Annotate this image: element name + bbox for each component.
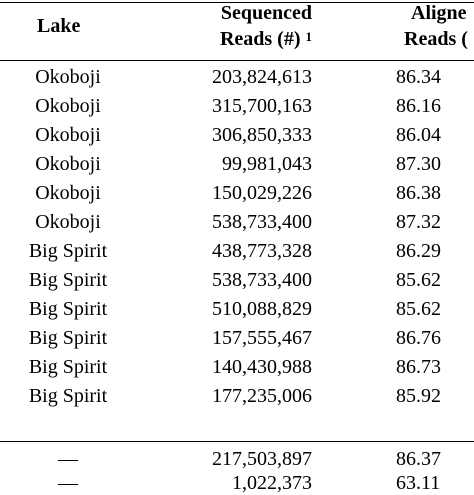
header-sequenced-line2 [220, 26, 312, 52]
table-row [0, 94, 474, 118]
cell-sequenced-reads: 315,700,163 [212, 95, 312, 117]
table-row [0, 239, 474, 263]
cell-aligned-reads: 86.34 [396, 66, 441, 88]
summary-cell-lake: — [58, 472, 78, 494]
cell-aligned-reads: 86.76 [396, 327, 441, 349]
header-sequenced-line1: Sequenced [220, 2, 312, 24]
cell-aligned-reads: 85.62 [396, 298, 441, 320]
summary-rule [0, 441, 474, 442]
cell-lake: Okoboji [35, 124, 101, 146]
header-aligned-line1: Aligne [411, 2, 467, 24]
header-sequenced-reads [220, 0, 312, 52]
cell-aligned-reads: 86.04 [396, 124, 441, 146]
cell-sequenced-reads: 538,733,400 [212, 211, 312, 233]
cell-aligned-reads: 85.92 [396, 385, 441, 407]
cell-lake: Big Spirit [28, 327, 108, 349]
cell-lake: Big Spirit [28, 240, 108, 262]
cell-sequenced-reads: 203,824,613 [212, 66, 312, 88]
cell-aligned-reads: 87.32 [396, 211, 441, 233]
table-row [0, 152, 474, 176]
table-row [0, 268, 474, 292]
cell-aligned-reads: 87.30 [396, 153, 441, 175]
cell-lake: Okoboji [35, 182, 101, 204]
table-row [0, 326, 474, 350]
cell-lake: Big Spirit [28, 298, 108, 320]
summary-cell-aligned-reads: 86.37 [396, 448, 441, 470]
cell-sequenced-reads: 177,235,006 [212, 385, 312, 407]
cell-aligned-reads: 86.73 [396, 356, 441, 378]
table-row [0, 181, 474, 205]
cell-sequenced-reads: 510,088,829 [212, 298, 312, 320]
cell-lake: Big Spirit [28, 356, 108, 378]
cell-aligned-reads: 85.62 [396, 269, 441, 291]
cell-aligned-reads: 86.38 [396, 182, 441, 204]
header-bottom-rule [0, 60, 474, 61]
summary-cell-sequenced-reads: 1,022,373 [232, 472, 312, 494]
summary-cell-lake: — [58, 448, 78, 470]
table-row [0, 123, 474, 147]
header-sequenced-line2-text: Reads (#) [219, 28, 301, 50]
cell-lake: Big Spirit [28, 269, 108, 291]
cell-lake: Okoboji [35, 66, 101, 88]
cell-lake: Okoboji [35, 153, 101, 175]
cell-sequenced-reads: 438,773,328 [212, 240, 312, 262]
summary-cell-aligned-reads: 63.11 [396, 472, 441, 494]
cell-lake: Big Spirit [28, 385, 108, 407]
cell-sequenced-reads: 150,029,226 [212, 182, 312, 204]
cell-aligned-reads: 86.29 [396, 240, 441, 262]
table-row [0, 384, 474, 408]
table-row [0, 65, 474, 89]
table-row [0, 355, 474, 379]
summary-row [0, 447, 474, 471]
cell-sequenced-reads: 538,733,400 [212, 269, 312, 291]
header-aligned-line2: Reads ( [404, 28, 468, 50]
cell-lake: Okoboji [35, 95, 101, 117]
header-aligned-reads [404, 0, 468, 52]
cell-sequenced-reads: 99,981,043 [222, 153, 312, 175]
cell-sequenced-reads: 140,430,988 [212, 356, 312, 378]
summary-row [0, 471, 474, 495]
cell-sequenced-reads: 306,850,333 [212, 124, 312, 146]
cell-aligned-reads: 86.16 [396, 95, 441, 117]
cell-lake: Okoboji [35, 211, 101, 233]
header-sequenced-footnote-marker: 1 [305, 29, 312, 44]
header-lake-label: Lake [37, 15, 81, 37]
table-row [0, 210, 474, 234]
cell-sequenced-reads: 157,555,467 [212, 327, 312, 349]
summary-cell-sequenced-reads: 217,503,897 [212, 448, 312, 470]
table-row [0, 297, 474, 321]
